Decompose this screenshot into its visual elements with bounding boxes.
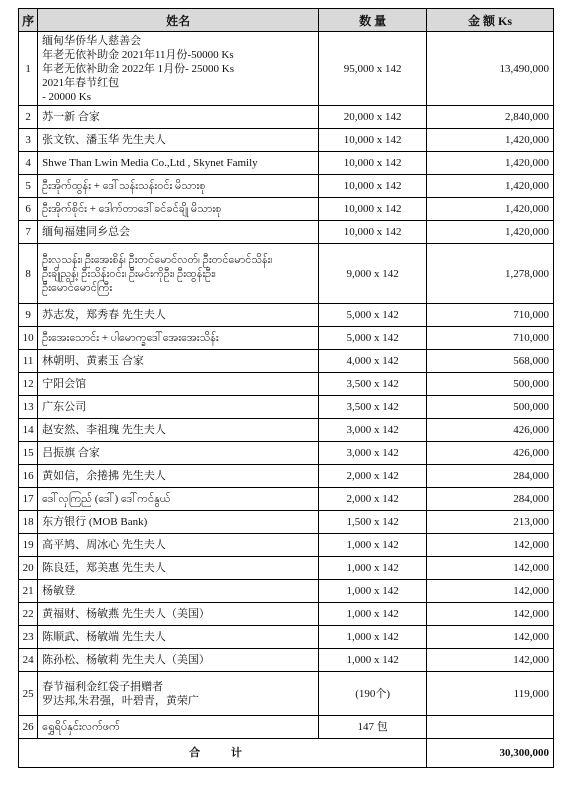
header-name: 姓名 [38,9,319,32]
table-row [19,350,554,373]
row-no: 18 [19,511,38,534]
row-amount: 426,000 [427,442,554,465]
header-amount: 金 额 Ks [427,9,554,32]
row-qty: 2,000 x 142 [319,488,427,511]
name-line-left: 2021年春节红包 [42,76,120,89]
row-amount: 1,420,000 [427,221,554,244]
row-name: ဦးအိုက်ထွန်း + ဒေါ်သန်းသန်းဝင်း မိသားစု [38,175,319,198]
row-amount: 142,000 [427,580,554,603]
row-name: Shwe Than Lwin Media Co.,Ltd , Skynet Family [38,152,319,175]
row-no: 15 [19,442,38,465]
row-no: 26 [19,716,38,739]
row-qty: 5,000 x 142 [319,304,427,327]
name-line [42,76,314,104]
table-row [19,152,554,175]
row-amount: 142,000 [427,626,554,649]
table-row [19,442,554,465]
table-row [19,175,554,198]
name-line: ဦးမောင်မောင်ကြီး [42,281,113,294]
row-name: ဦးအိုက်စိုင်း + ဒေါက်တာဒေါ်ခင်ခင်ချို မိသားစု [38,198,319,221]
row-qty: 1,000 x 142 [319,649,427,672]
row-qty: 2,000 x 142 [319,465,427,488]
row-qty: 1,500 x 142 [319,511,427,534]
row-qty: (190个) [319,672,427,716]
row-qty: 3,500 x 142 [319,396,427,419]
row-no: 5 [19,175,38,198]
table-row [19,603,554,626]
name-line: 年老无依补助金 2022年 1月份- 25000 Ks [42,62,235,75]
table-row [19,327,554,350]
row-qty: 10,000 x 142 [319,152,427,175]
name-line-right: - 20000 Ks [42,90,92,103]
row-qty: 4,000 x 142 [319,350,427,373]
row-no: 12 [19,373,38,396]
header-no: 序 [19,9,38,32]
row-name [38,32,319,106]
row-qty: 20,000 x 142 [319,106,427,129]
row-qty: 1,000 x 142 [319,603,427,626]
row-name: 苏一新 合家 [38,106,319,129]
row-amount: 500,000 [427,396,554,419]
row-qty: 10,000 x 142 [319,175,427,198]
row-amount: 142,000 [427,649,554,672]
row-name: 东方银行 (MOB Bank) [38,511,319,534]
row-name: 黄福财、杨敏燕 先生夫人（美国） [38,603,319,626]
row-name: 宁阳会馆 [38,373,319,396]
name-line: 缅甸华侨华人慈善会 [42,34,142,47]
table-row [19,465,554,488]
table-row [19,580,554,603]
table-row [19,511,554,534]
row-qty: 9,000 x 142 [319,244,427,304]
table-row [19,198,554,221]
row-name: 陈孙松、杨敏莉 先生夫人（美国） [38,649,319,672]
row-no: 2 [19,106,38,129]
name-line: 罗达邦,朱君强，叶碧青，黄荣广 [42,694,199,707]
table-row [19,626,554,649]
row-qty: 10,000 x 142 [319,221,427,244]
name-line: ဦးလှသန်း၊ ဦးအေးစိန်၊ ဦးတင်မောင်လတ်၊ ဦးတင်မောင်သိန်း၊ [42,253,273,266]
table-row [19,557,554,580]
table-row [19,129,554,152]
row-no: 19 [19,534,38,557]
row-qty: 10,000 x 142 [319,198,427,221]
row-no: 9 [19,304,38,327]
row-amount: 500,000 [427,373,554,396]
row-no: 11 [19,350,38,373]
table-row [19,221,554,244]
row-amount: 426,000 [427,419,554,442]
row-name: ဦးအေးသောင်း + ပါမောက္ခဒေါ်အေးအေးသိန်း [38,327,319,350]
row-name: 苏志发，郑秀春 先生夫人 [38,304,319,327]
row-qty: 95,000 x 142 [319,32,427,106]
row-qty: 5,000 x 142 [319,327,427,350]
row-amount: 710,000 [427,304,554,327]
row-no: 20 [19,557,38,580]
row-no: 22 [19,603,38,626]
name-line: ဦးချိုညွန့်၊ ဦးသိန်းဝင်း၊ ဦးမင်းကိုဦး၊ ဦးထွန်းဦး၊ [42,267,216,280]
row-no: 3 [19,129,38,152]
row-no: 8 [19,244,38,304]
row-no: 6 [19,198,38,221]
row-amount [427,716,554,739]
table-row [19,304,554,327]
row-qty: 1,000 x 142 [319,580,427,603]
row-qty: 1,000 x 142 [319,557,427,580]
row-name: 高平鸠、周冰心 先生夫人 [38,534,319,557]
row-amount: 1,420,000 [427,152,554,175]
table-row [19,106,554,129]
table-row [19,716,554,739]
row-amount: 1,278,000 [427,244,554,304]
row-no: 24 [19,649,38,672]
table-row [19,419,554,442]
table-row [19,373,554,396]
row-name: 林朝明、黄素玉 合家 [38,350,319,373]
row-name: 赵安然、李祖瑰 先生夫人 [38,419,319,442]
row-qty: 10,000 x 142 [319,129,427,152]
row-no: 7 [19,221,38,244]
row-amount: 142,000 [427,534,554,557]
row-name: 缅甸福建同乡总会 [38,221,319,244]
header-row [19,9,554,32]
table-row [19,396,554,419]
row-no: 23 [19,626,38,649]
row-name: 杨敏登 [38,580,319,603]
row-amount: 1,420,000 [427,175,554,198]
total-amount: 30,300,000 [427,739,554,768]
row-name: 吕振旗 合家 [38,442,319,465]
row-name: 广东公司 [38,396,319,419]
row-name: 张文钦、潘玉华 先生夫人 [38,129,319,152]
row-amount: 142,000 [427,603,554,626]
total-label: 合 计 [19,739,427,768]
row-name [38,672,319,716]
table-row [19,488,554,511]
row-name: ရွှေရိပ်နှင်းလက်ဖက် [38,716,319,739]
donation-table [18,8,554,768]
row-qty: 147 包 [319,716,427,739]
row-amount: 568,000 [427,350,554,373]
table-row [19,649,554,672]
row-amount: 142,000 [427,557,554,580]
row-no: 17 [19,488,38,511]
row-no: 13 [19,396,38,419]
row-amount: 1,420,000 [427,129,554,152]
row-qty: 3,000 x 142 [319,442,427,465]
row-amount: 213,000 [427,511,554,534]
row-qty: 1,000 x 142 [319,534,427,557]
row-no: 1 [19,32,38,106]
row-name [38,244,319,304]
table-row [19,672,554,716]
row-no: 21 [19,580,38,603]
table-row [19,534,554,557]
row-name: 陈顺武、杨敏端 先生夫人 [38,626,319,649]
row-amount: 2,840,000 [427,106,554,129]
name-line: 春节福利金红袋子捐赠者 [42,680,164,693]
row-name: ဒေါ်လှကြည် (ဒေါ်) ဒေါ်ကင်နွယ် [38,488,319,511]
row-no: 16 [19,465,38,488]
row-amount: 1,420,000 [427,198,554,221]
row-no: 4 [19,152,38,175]
row-no: 14 [19,419,38,442]
row-amount: 284,000 [427,488,554,511]
row-name: 黄如信，余捲拂 先生夫人 [38,465,319,488]
row-amount: 13,490,000 [427,32,554,106]
table-row [19,244,554,304]
table-row [19,32,554,106]
row-no: 25 [19,672,38,716]
row-no: 10 [19,327,38,350]
row-amount: 284,000 [427,465,554,488]
row-qty: 1,000 x 142 [319,626,427,649]
name-line: 年老无依补助金 2021年11月份-50000 Ks [42,48,234,61]
header-qty: 数 量 [319,9,427,32]
row-name: 陈良廷，郑美惠 先生夫人 [38,557,319,580]
total-row [19,739,554,768]
row-amount: 119,000 [427,672,554,716]
row-qty: 3,500 x 142 [319,373,427,396]
row-qty: 3,000 x 142 [319,419,427,442]
row-amount: 710,000 [427,327,554,350]
